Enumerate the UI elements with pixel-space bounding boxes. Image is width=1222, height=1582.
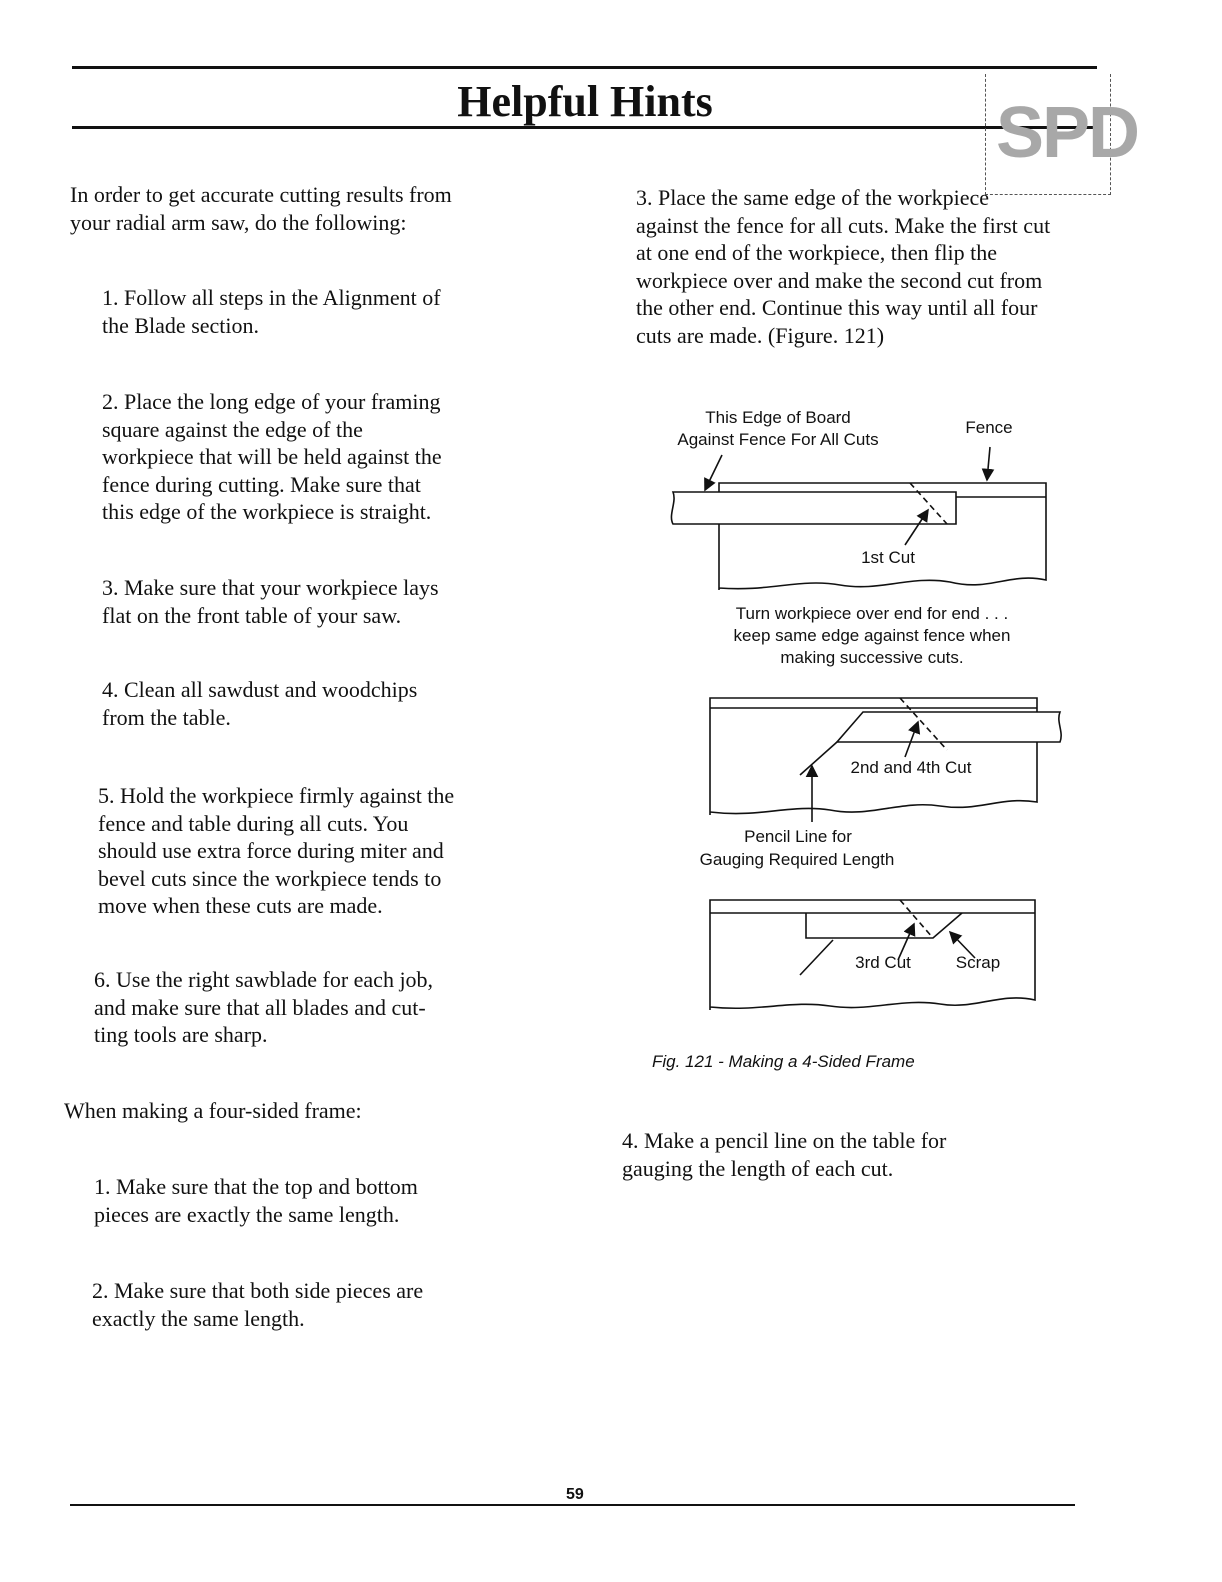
label-first-cut: 1st Cut xyxy=(861,548,915,567)
page-number: 59 xyxy=(566,1486,584,1503)
footer-rule xyxy=(70,1504,1075,1506)
note-line-3: making successive cuts. xyxy=(780,648,964,667)
figure-caption: Fig. 121 - Making a 4-Sided Frame xyxy=(652,1052,915,1071)
page-title: Helpful Hints xyxy=(457,77,713,126)
step-3: 3. Make sure that your workpiece lays flat on the front table of your saw. xyxy=(102,575,439,628)
label-pencil-line-1: Pencil Line for xyxy=(744,827,852,846)
label-second-fourth-cut: 2nd and 4th Cut xyxy=(850,758,972,777)
diagram-first-cut xyxy=(671,447,1046,590)
label-pencil-line-2: Gauging Required Length xyxy=(699,850,895,869)
label-fence: Fence xyxy=(965,418,1013,437)
step-5: 5. Hold the workpiece firmly against the fence and table during all cuts. You should use extra force during miter and bevel cuts since the workpiece tends to move when these cuts are made. xyxy=(98,783,455,918)
intro-text: In order to get accurate cutting results from your radial arm saw, do the following: xyxy=(70,182,452,235)
note-line-2: keep same edge against fence when xyxy=(733,626,1011,645)
label-scrap: Scrap xyxy=(955,953,1001,972)
step-2: 2. Place the long edge of your framing square against the edge of the workpiece that will be held against the fence during cutting. Make sure that this edge of the workpiece is straight. xyxy=(102,389,442,524)
step-6: 6. Use the right sawblade for each job, and make sure that all blades and cut- ting tools are sharp. xyxy=(94,967,434,1047)
step-1: 1. Follow all steps in the Alignment of the Blade section. xyxy=(102,285,441,338)
right-step-3: 3. Place the same edge of the workpiece against the fence for all cuts. Make the first cut at one end of the workpiece, then flip the workpiece over and make the second cut from the other end. Continue this way until all four cuts are made. (Figure. 121) xyxy=(636,185,1051,348)
label-third-cut: 3rd Cut xyxy=(855,953,911,972)
label-edge-line-1: This Edge of Board xyxy=(705,408,851,427)
frame-step-1: 1. Make sure that the top and bottom pieces are exactly the same length. xyxy=(94,1174,418,1227)
frame-step-2: 2. Make sure that both side pieces are exactly the same length. xyxy=(92,1278,424,1331)
right-step-4: 4. Make a pencil line on the table for gauging the length of each cut. xyxy=(622,1128,947,1181)
note-line-1: Turn workpiece over end for end . . . xyxy=(735,604,1009,623)
label-edge-line-2: Against Fence For All Cuts xyxy=(677,430,879,449)
logo-text: SPD xyxy=(996,93,1139,173)
frame-intro: When making a four-sided frame: xyxy=(64,1098,362,1123)
step-4: 4. Clean all sawdust and woodchips from the table. xyxy=(102,677,418,730)
